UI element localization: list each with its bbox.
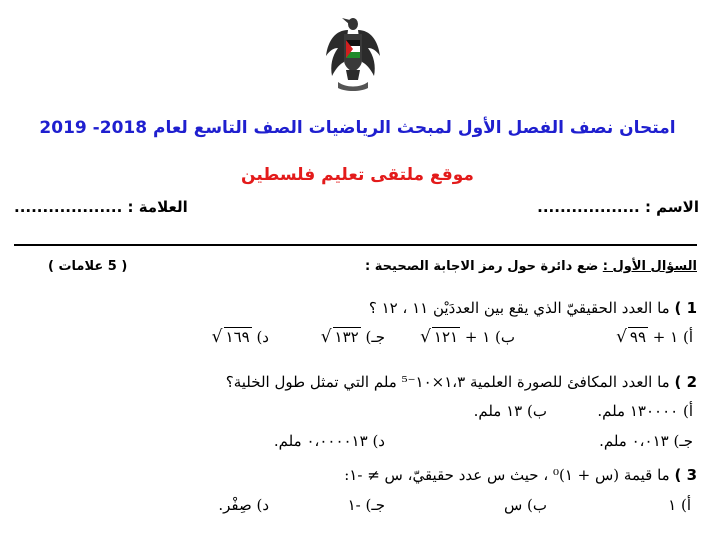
radicand: ١٦٩: [225, 328, 250, 346]
sqrt-expression: √ ٩٩: [616, 327, 647, 347]
name-field: الاسم : ..................: [537, 198, 699, 216]
question-1: [369, 299, 697, 317]
radicand: ١٢١: [433, 328, 459, 346]
q3-option-d: د) صِفْر.: [218, 496, 269, 514]
question-number: 1 ): [674, 299, 697, 317]
q2-option-b: ب) ١٣ ملم.: [473, 402, 547, 420]
option-label: أ) ١ +: [648, 328, 693, 346]
q3-option-a: أ) ١: [668, 496, 691, 514]
palestine-eagle-emblem: [322, 16, 384, 94]
q1-option-b: [420, 327, 515, 347]
q2-option-a: أ) ١٣٠٠٠٠ ملم.: [597, 402, 693, 420]
sqrt-expression: √ ١٣٢: [320, 327, 359, 347]
radicand: ١٣٢: [334, 328, 359, 346]
radicand: ٩٩: [629, 328, 647, 346]
q2-option-d: د) ٠،٠٠٠٠١٣ ملم.: [273, 432, 385, 450]
question-text: ما العدد المكافئ للصورة العلمية ١،٣×١٠⁻⁵ ملم التي تمثل طول الخلية؟: [225, 373, 675, 391]
q1-option-a: [616, 327, 693, 347]
q1-option-d: [212, 327, 269, 347]
question-3: [344, 466, 697, 484]
q3-option-b: ب) س: [503, 496, 547, 514]
section-heading-instruction: ضع دائرة حول رمز الاجابة الصحيحة :: [365, 259, 603, 274]
exam-title: امتحان نصف الفصل الأول لمبحث الرياضيات الصف التاسع لعام 2018- 2019: [39, 118, 676, 138]
section-heading-label: السؤال الأول :: [602, 259, 697, 274]
option-label: ب) ١ +: [460, 328, 515, 346]
option-label: د): [251, 328, 269, 346]
q2-option-c: جـ) ٠،٠١٣ ملم.: [599, 432, 693, 450]
grade-field: العلامة : ...................: [14, 198, 188, 216]
question-text: ما العدد الحقيقيّ الذي يقع بين العددَيْن ١١ ، ١٢ ؟: [368, 299, 675, 317]
sqrt-expression: √ ١٦٩: [211, 327, 250, 347]
question-text: ما قيمة (س + ١)⁰ ، حيث س عدد حقيقيّ، س ≠ -١:: [344, 466, 675, 484]
question-number: 2 ): [674, 373, 697, 391]
section-heading: [365, 259, 697, 274]
question-2: [226, 373, 697, 391]
option-label: جـ): [360, 328, 385, 346]
question-number: 3 ): [674, 466, 697, 484]
divider: [14, 244, 697, 246]
site-name: موقع ملتقى تعليم فلسطين: [241, 165, 474, 185]
q3-option-c: جـ) -١: [347, 496, 385, 514]
section-marks: ( 5 علامات ): [48, 259, 128, 274]
sqrt-expression: √ ١٢١: [420, 327, 459, 347]
q1-option-c: [321, 327, 385, 347]
